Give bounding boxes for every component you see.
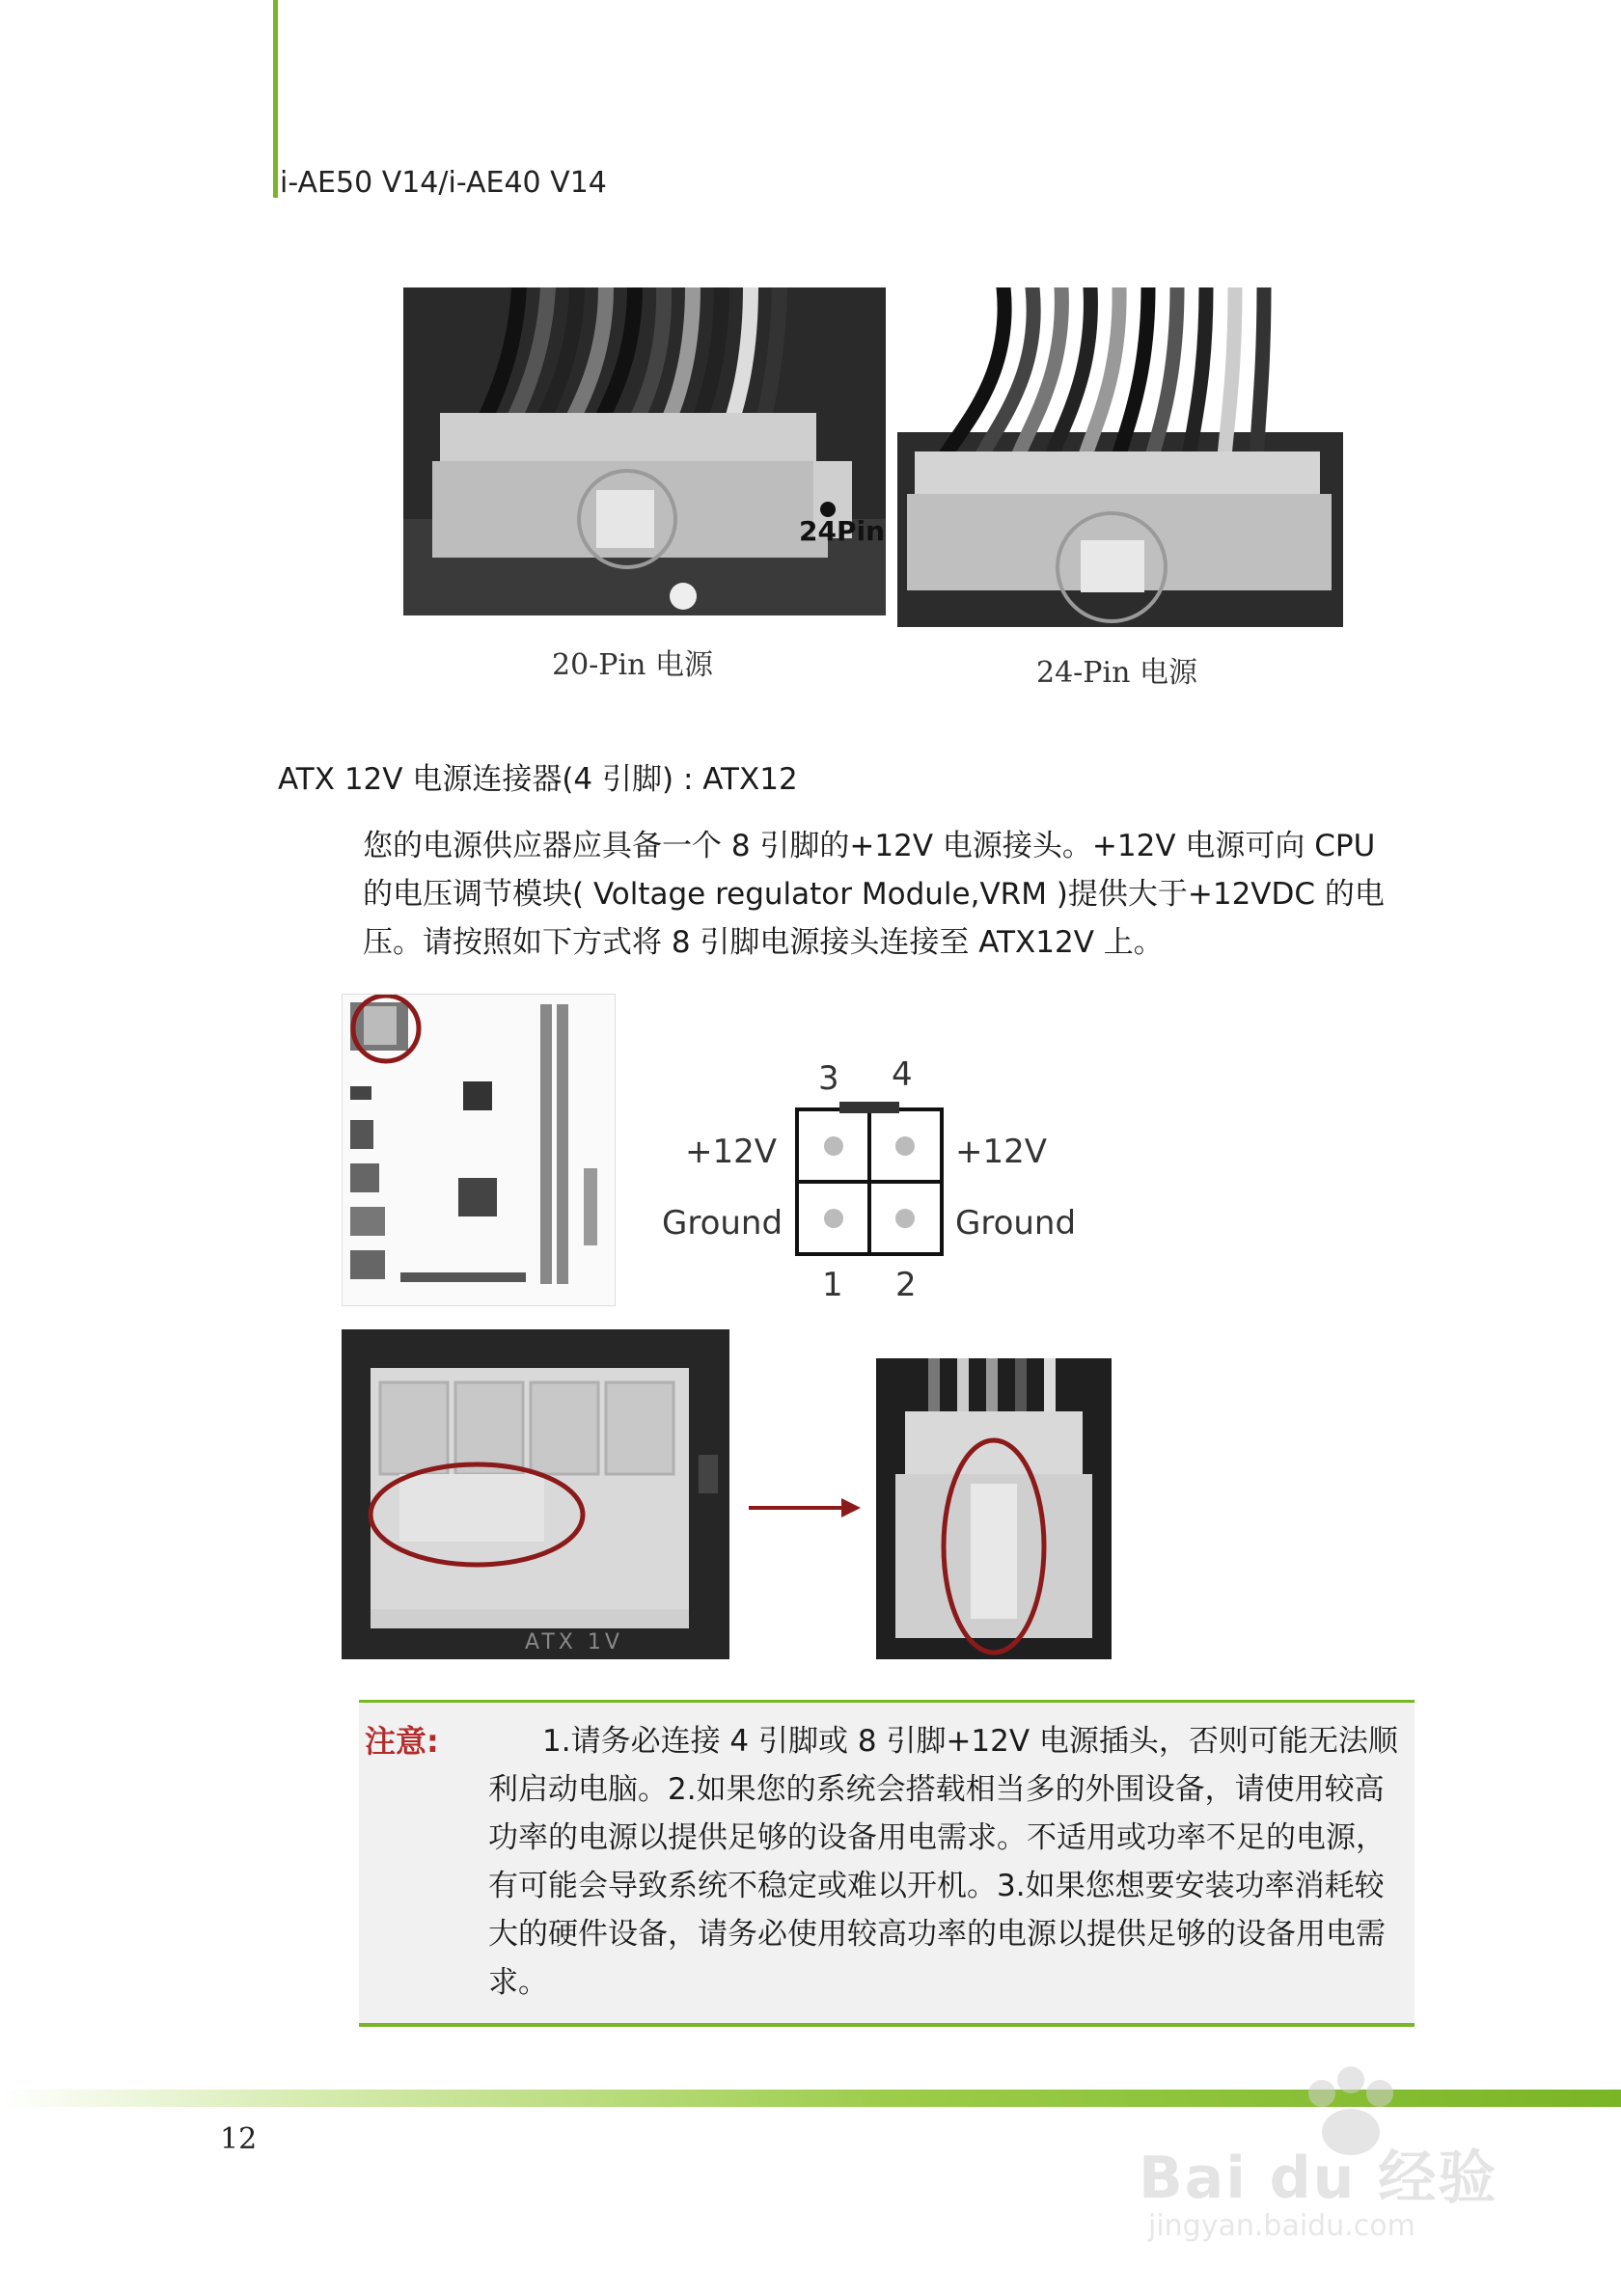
- photo-20pin-illustration: [403, 287, 886, 615]
- photo-24pin-connector: [897, 287, 1343, 627]
- watermark-brand: Bai du 经验: [1139, 2145, 1498, 2212]
- pin-label-3: 3: [818, 1059, 839, 1098]
- pin-label-4: 4: [892, 1055, 913, 1094]
- photo-20pin-connector: [403, 287, 886, 615]
- section-paragraph: 您的电源供应器应具备一个 8 引脚的+12V 电源接头。+12V 电源可向 CPU 的电压调节模块( Voltage regulator Module,VRM )提供大于+12VDC 的电压。请按照如下方式将 8 引脚电源接头连接至 ATX12V 上。: [363, 829, 1385, 960]
- atx12v-pin-diagram: [656, 1055, 1100, 1310]
- pin-label-1: 1: [822, 1266, 843, 1304]
- right-ground-label: Ground: [955, 1204, 1077, 1243]
- socket-board-label: ATX 1V: [525, 1630, 623, 1654]
- photo-24pin-illustration: [897, 287, 1343, 627]
- header-accent-line: [273, 0, 278, 198]
- socket-illustration: [342, 1329, 729, 1659]
- plug-illustration: [876, 1358, 1112, 1659]
- right-12v-label: +12V: [955, 1133, 1048, 1171]
- caption-20pin: 20-Pin 电源: [552, 648, 713, 682]
- motherboard-layout-illustration: [343, 995, 615, 1305]
- left-ground-label: Ground: [662, 1204, 783, 1243]
- baidu-watermark: [1139, 2064, 1544, 2257]
- photo-atx12v-plug: [876, 1358, 1112, 1659]
- section-title: ATX 12V 电源连接器(4 引脚) : ATX12: [278, 762, 798, 797]
- pin-grid-illustration: [656, 1059, 1100, 1310]
- header-title: i-AE50 V14/i-AE40 V14: [280, 166, 607, 200]
- left-12v-label: +12V: [685, 1133, 778, 1171]
- note-text: 1.请务必连接 4 引脚或 8 引脚+12V 电源插头，否则可能无法顺利启动电脑。2.如果您的系统会搭载相当多的外围设备，请使用较高功率的电源以提供足够的设备用电需求。不适用或功率不足的电源，有可能会导致系统不稳定或难以开机。3.如果您想要安装功率消耗较大的硬件设备，请务必使用较高功率的电源以提供足够的设备用电需求。: [488, 1724, 1398, 2000]
- watermark-url: jingyan.baidu.com: [1148, 2209, 1415, 2243]
- motherboard-layout-thumbnail: [342, 994, 616, 1306]
- page-number: 12: [220, 2122, 258, 2156]
- pin-label-2: 2: [895, 1266, 917, 1304]
- photo-24pin-label: 24Pin: [799, 515, 886, 547]
- photo-atx12v-socket: [342, 1329, 729, 1659]
- caption-24pin: 24-Pin 电源: [1036, 656, 1197, 690]
- arrow-right-icon: [749, 1493, 861, 1522]
- note-label: 注意:: [365, 1723, 439, 1760]
